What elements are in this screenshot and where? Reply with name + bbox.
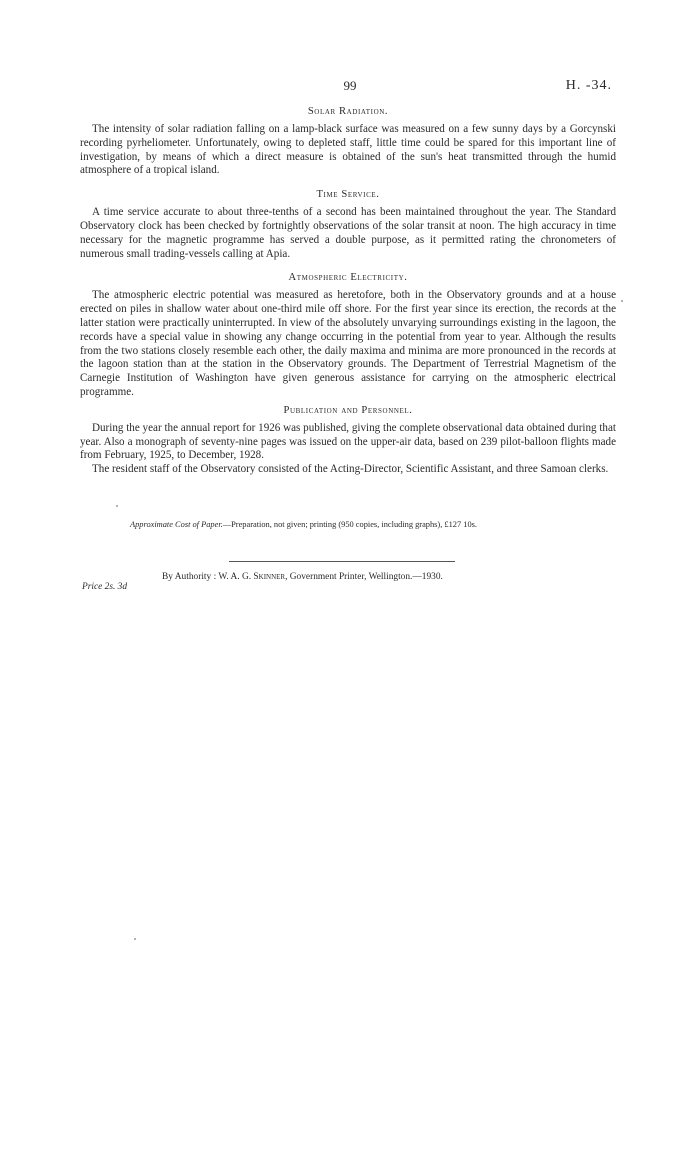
cost-of-paper-text: —Preparation, not given; printing (950 copies, including graphs), £127 10s. [222, 520, 477, 529]
imprint-rest: , Government Printer, Wellington.—1930. [285, 572, 443, 582]
section-publication-personnel [80, 403, 616, 477]
section-time-service [80, 187, 616, 261]
section-title-publication-personnel: Publication and Personnel. [283, 404, 413, 416]
paragraph-atmospheric-electricity: The atmospheric electric potential was measured as heretofore, both in the Observatory grounds and at a house erected on piles in shallow water about one-third mile off shore. For the first year since its erection, the records at the latter station were practically uninterrupted. In view of the absolutely unvarying surroundings existing in the lagoon, the records have a special value in showing any change occurring in the potential from year to year. Although the results from the two stations closely resemble each other, the daily maxima and minima are more pronounced in the records at the lagoon station than at the station in the Observatory grounds. The Department of Terrestrial Magnetism of the Carnegie Institution of Washington have given generous assistance for carrying on the atmospheric electrical programme. [80, 289, 616, 398]
price-label: Price 2s. 3d [82, 582, 128, 592]
cost-of-paper-label: Approximate Cost of Paper. [130, 520, 223, 529]
paragraph-publication: During the year the annual report for 1926 was published, giving the complete observational data obtained during that year. Also a monograph of seventy-nine pages was issued on the upper-air data, based on 239 pilot-balloon flights made from February, 1925, to December, 1928. [80, 421, 616, 462]
scan-speck [134, 938, 136, 940]
paragraph-solar-radiation: The intensity of solar radiation falling on a lamp-black surface was measured on a few sunny days by a Gorcynski recording pyrheliometer. Unfortunately, owing to depleted staff, little time could be spared for this important line of investigation, by means of which a direct measure is obtained of the sun's heat transmitted through the humid atmosphere of a tropical island. [80, 123, 616, 177]
scan-speck [621, 300, 623, 302]
document-reference: H. -34. [565, 78, 612, 93]
printer-imprint [162, 571, 443, 583]
imprint-printer-name: Skinner [253, 572, 286, 582]
imprint-lead: By Authority : W. A. G. [162, 572, 254, 582]
section-title-atmospheric-electricity: Atmospheric Electricity. [288, 272, 408, 284]
page-number: 99 [343, 78, 357, 93]
section-title-solar-radiation: Solar Radiation. [307, 106, 389, 117]
report-body [80, 104, 616, 477]
imprint-divider [229, 561, 455, 562]
scan-speck [116, 505, 118, 507]
section-title-time-service: Time Service. [316, 189, 380, 201]
section-solar-radiation [80, 104, 616, 178]
section-atmospheric-electricity [80, 270, 616, 399]
cost-of-paper-note [130, 519, 590, 530]
paragraph-personnel: The resident staff of the Observatory consisted of the Acting-Director, Scientific Assistant, and three Samoan clerks. [92, 463, 609, 476]
paragraph-time-service: A time service accurate to about three-tenths of a second has been maintained throughout the year. The Standard Observatory clock has been checked by fortnightly observations of the solar transit at noon. The high accuracy in time necessary for the magnetic programme has served a double purpose, as it permitted rating the chronometers of numerous small trading-vessels calling at Apia. [80, 206, 616, 260]
